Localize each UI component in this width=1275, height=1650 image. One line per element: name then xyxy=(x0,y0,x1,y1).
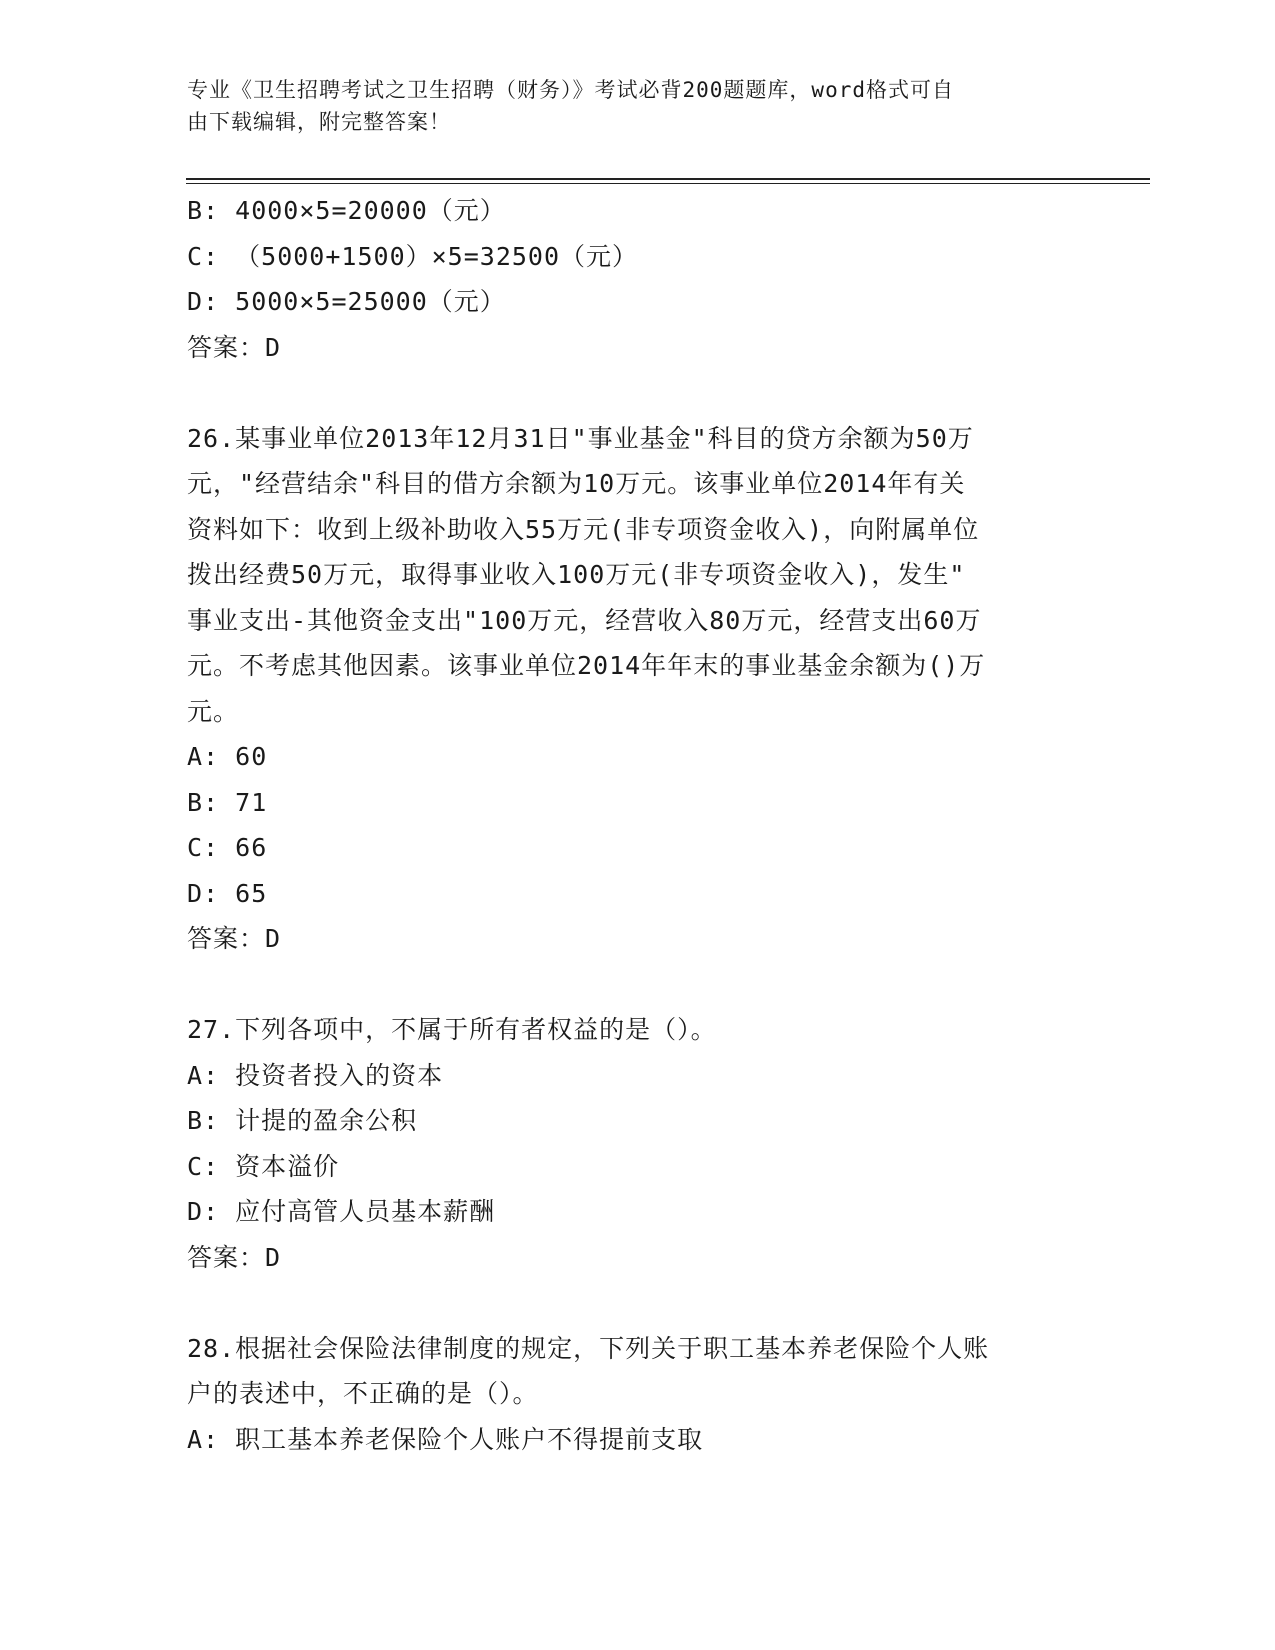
answer: 答案：D xyxy=(187,924,282,953)
answer: 答案：D xyxy=(187,332,282,362)
option-a: A: 60 xyxy=(187,742,268,771)
question-text-line: 元。不考虑其他因素。该事业单位2014年年末的事业基金余额为()万 xyxy=(187,651,986,680)
option-c: C: 资本溢价 xyxy=(187,1151,340,1181)
option-d: D: 应付高管人员基本薪酬 xyxy=(187,1197,496,1226)
question-text-line: 拨出经费50万元，取得事业收入100万元(非专项资金收入)，发生" xyxy=(187,560,966,589)
option-d: D: 5000×5=25000（元） xyxy=(187,287,506,316)
header-line-2: 由下载编辑，附完整答案！ xyxy=(187,110,451,134)
question-text-line: 资料如下：收到上级补助收入55万元(非专项资金收入)，向附属单位 xyxy=(187,514,980,544)
question-27 xyxy=(187,1007,1087,1280)
question-text: 27.下列各项中，不属于所有者权益的是（）。 xyxy=(187,1015,717,1044)
header-rule-thin xyxy=(186,183,1150,184)
option-b: B: 71 xyxy=(187,787,268,817)
answer: 答案：D xyxy=(187,1242,282,1272)
question-25-tail xyxy=(187,188,1087,370)
question-28 xyxy=(187,1326,1087,1463)
header-rule-thick xyxy=(186,178,1150,180)
option-b: B: 4000×5=20000（元） xyxy=(187,196,506,225)
question-text-line: 元。 xyxy=(187,696,240,726)
option-b: B: 计提的盈余公积 xyxy=(187,1106,418,1135)
question-text-line: 事业支出-其他资金支出"100万元，经营收入80万元，经营支出60万 xyxy=(187,605,982,635)
question-text-line: 26.某事业单位2013年12月31日"事业基金"科目的贷方余额为50万 xyxy=(187,423,974,453)
document-body xyxy=(187,188,1087,1462)
option-c: C: （5000+1500）×5=32500（元） xyxy=(187,241,639,271)
option-a: A: 投资者投入的资本 xyxy=(187,1060,444,1090)
question-text-line: 元，"经营结余"科目的借方余额为10万元。该事业单位2014年有关 xyxy=(187,469,966,498)
question-26 xyxy=(187,416,1087,962)
option-a: A: 职工基本养老保险个人账户不得提前支取 xyxy=(187,1424,704,1454)
option-c: C: 66 xyxy=(187,833,268,862)
header-line-1: 专业《卫生招聘考试之卫生招聘（财务）》考试必背200题题库，word格式可自 xyxy=(187,78,954,102)
option-d: D: 65 xyxy=(187,878,268,908)
document-header xyxy=(187,74,1067,138)
question-text-line: 户的表述中，不正确的是（）。 xyxy=(187,1379,539,1408)
question-text-line: 28.根据社会保险法律制度的规定，下列关于职工基本养老保险个人账 xyxy=(187,1333,990,1363)
